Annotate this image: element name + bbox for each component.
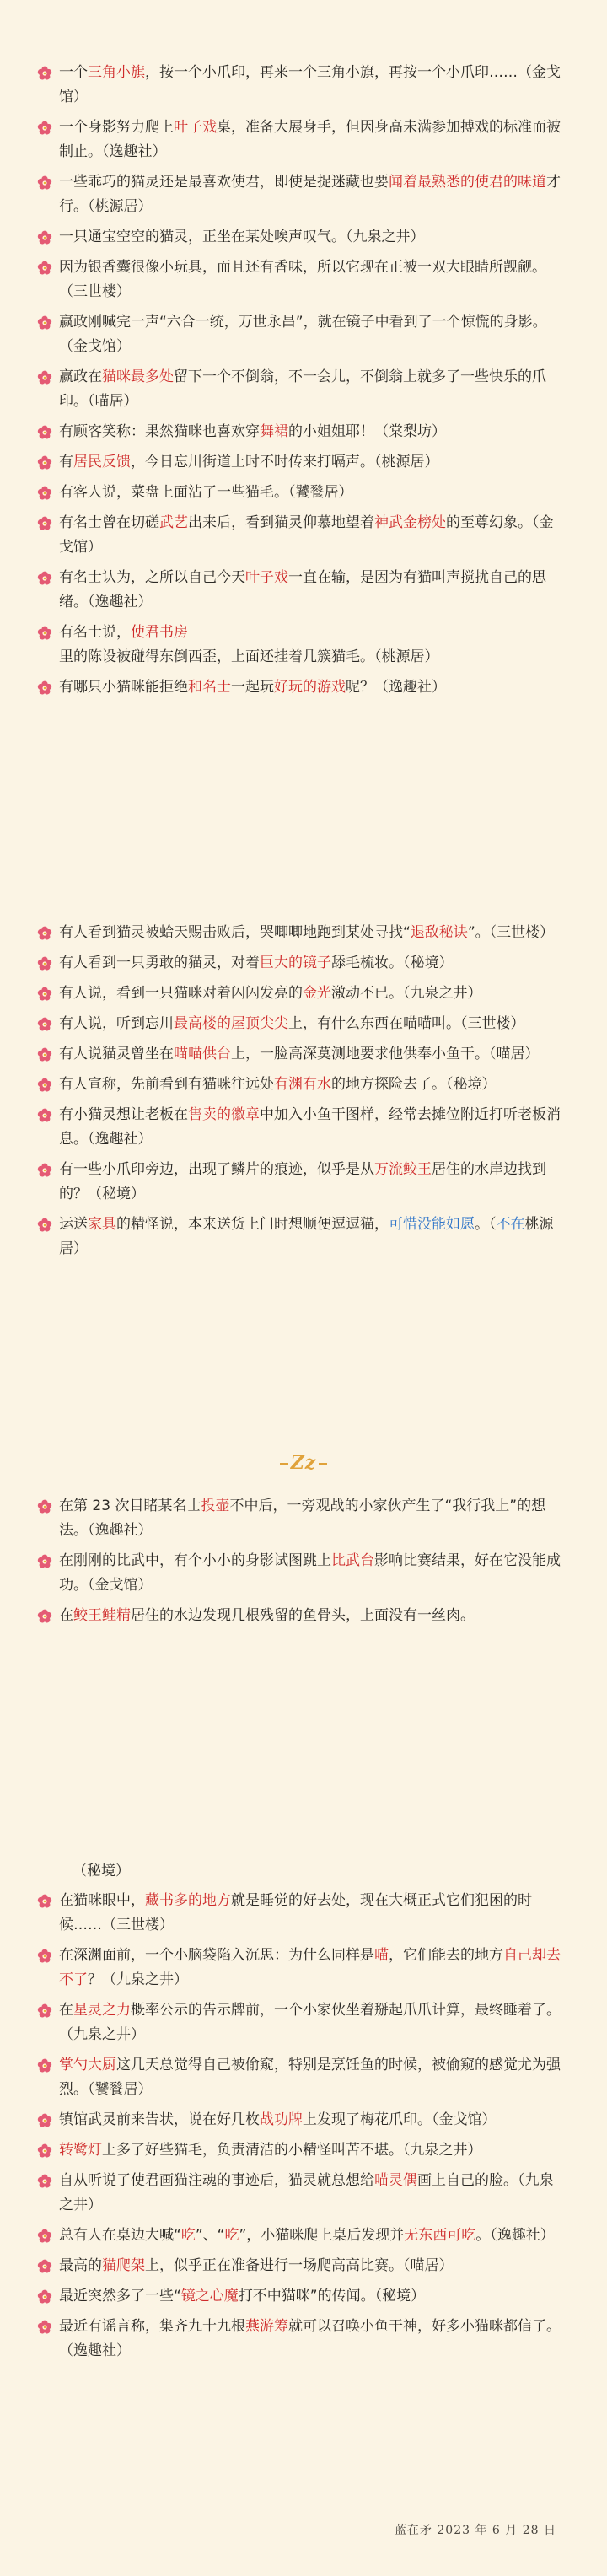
tip-item [59, 1549, 565, 1598]
tip-text: 赢政刚喊完一声“六合一统，万世永昌”，就在镜子中看到了一个惊慌的身影。（金戈馆） [59, 314, 547, 355]
highlight-red: 好玩的游戏 [274, 679, 346, 696]
tip-text: 上发现了梅花爪印。（金戈馆） [303, 2111, 497, 2128]
tip-text: 。（ [475, 1216, 497, 1233]
tip-text: 有人说猫灵曾坐在 [59, 1046, 174, 1062]
highlight-red: 鲛王鲑精 [73, 1607, 131, 1624]
tip-text: 上，一脸高深莫测地要求他供奉小鱼干。（喵居） [231, 1046, 540, 1062]
tip-text: 在深渊面前，一个小脑袋陷入沉思：为什么同样是 [59, 1947, 374, 1964]
tip-text: 有客人说，菜盘上面沾了一些猫毛。（饕餮居） [59, 484, 353, 501]
highlight-red: 神武金榜处 [374, 514, 446, 531]
tip-item [59, 310, 565, 359]
tip-text: 在猫咪眼中， [59, 1892, 145, 1909]
tips-list-1 [59, 61, 565, 706]
tip-text: ？（九泉之井） [88, 1971, 188, 1988]
highlight-red: 吃 [180, 2227, 196, 2244]
highlight-red: 喵 [374, 1947, 389, 1964]
plum-flower-bullet-icon [37, 261, 52, 276]
highlight-red: 巨大的镜子 [260, 955, 331, 971]
tip-item [59, 981, 565, 1006]
tip-item [59, 170, 565, 219]
highlight-red: 投壶 [201, 1498, 230, 1514]
tip-text: 里的陈设被碰得东倒西歪，上面还挂着几簇猫毛。（桃源居） [59, 648, 439, 665]
plum-flower-bullet-icon [37, 2174, 52, 2189]
tip-text: 有小猫灵想让老板在 [59, 1106, 188, 1123]
tip-text: 在刚刚的比武中，有个小小的身影试图跳上 [59, 1552, 331, 1569]
tip-text: 有人看到一只勇敢的猫灵，对着 [59, 955, 260, 971]
tip-item [59, 1213, 565, 1261]
plum-flower-bullet-icon [37, 1108, 52, 1123]
tip-text: 居住的水边发现几根残留的鱼骨头，上面没有一丝肉。 [131, 1607, 475, 1624]
tip-text: 的精怪说，本来送货上门时想顺便逗逗猫， [116, 1216, 389, 1233]
plum-flower-bullet-icon [37, 2320, 52, 2335]
tips-list-4 [59, 1889, 565, 2369]
tip-text: 居住的水岸边找到的？（秘境） [59, 1161, 546, 1202]
tip-text: 上，有什么东西在喵喵叫。（三世楼） [288, 1015, 525, 1032]
highlight-red: 居民反馈 [73, 454, 131, 471]
highlight-red: 喵灵偶 [374, 2172, 417, 2189]
plum-flower-bullet-icon [37, 2229, 52, 2244]
tip-text: 桃源居） [59, 1216, 554, 1257]
tip-text: 最近突然多了一些“ [59, 2288, 181, 2304]
tip-text: 有人说，听到忘川 [59, 1015, 174, 1032]
tip-text: 舔毛梳妆。（秘境） [331, 955, 454, 971]
tip-text: 有名士曾在切磋 [59, 514, 159, 531]
plum-flower-bullet-icon [37, 1047, 52, 1062]
tip-text: ”。（三世楼） [467, 924, 555, 941]
highlight-red: 三角小旗 [88, 64, 145, 81]
tip-item [59, 2108, 565, 2132]
tips-list-3 [59, 1494, 565, 1634]
tip-item [59, 2138, 565, 2163]
tip-text: 因为银香囊很像小玩具，而且还有香味，所以它现在正被一双大眼睛所觊觎。（三世楼） [59, 259, 546, 300]
sleep-divider [0, 1452, 607, 1474]
plum-flower-bullet-icon [37, 2058, 52, 2073]
tip-item [59, 2284, 565, 2309]
plum-flower-bullet-icon [37, 2003, 52, 2019]
highlight-red: 退敌秘诀 [410, 924, 468, 941]
tip-item [59, 2254, 565, 2278]
plum-flower-bullet-icon [37, 2143, 52, 2159]
highlight-red: 比武台 [331, 1552, 374, 1569]
tip-text: ，今日忘川街道上时不时传来打嗝声。（桃源居） [131, 454, 439, 471]
tip-text: 留下一个不倒翁，不一会儿，不倒翁上就多了一些快乐的爪印。（喵居） [59, 368, 546, 410]
highlight-red: 燕游筹 [245, 2318, 288, 2335]
tip-text: 画上自己的脸。（九泉之井） [59, 2172, 554, 2213]
tip-text: 上多了好些猫毛，负责清洁的小精怪叫苦不堪。（九泉之井） [102, 2142, 482, 2159]
tip-text: 影响比赛结果，好在它没能成功。（金戈馆） [59, 1552, 561, 1594]
tip-item [59, 951, 565, 976]
section4-note: （秘境） [73, 1863, 130, 1880]
tip-text: 在 [59, 1607, 73, 1624]
plum-flower-bullet-icon [37, 66, 52, 81]
tip-text: 出来后，看到猫灵仰慕地望着 [188, 514, 374, 531]
plum-flower-bullet-icon [37, 1554, 52, 1569]
highlight-red: 万流鲛王 [374, 1161, 432, 1178]
tip-text: 不中后，一旁观战的小家伙产生了“我行我上”的想法。（逸趣社） [59, 1498, 546, 1539]
plum-flower-bullet-icon [37, 2289, 52, 2304]
plum-flower-bullet-icon [37, 1163, 52, 1178]
tip-text: 有名士说， [59, 624, 131, 641]
highlight-red: 有渊有水 [274, 1076, 331, 1093]
highlight-red: 金光 [303, 985, 331, 1002]
tip-text: 就是睡觉的好去处，现在大概正式它们犯困的时候……（三世楼） [59, 1892, 532, 1933]
tip-item [59, 1944, 565, 1993]
tip-text: 一个身影努力爬上 [59, 119, 174, 136]
highlight-red: 镜之心魔 [180, 2288, 239, 2304]
tip-item [59, 1073, 565, 1097]
tip-text: ，按一个小爪印，再来一个三角小旗，再按一个小爪印……（金戈馆） [59, 64, 561, 105]
tip-item [59, 61, 565, 110]
tip-item [59, 116, 565, 164]
plum-flower-bullet-icon [37, 175, 52, 191]
highlight-red: 舞裙 [260, 423, 288, 440]
highlight-red: 和名士 [188, 679, 231, 696]
tip-text: 有人看到猫灵被蛤天赐击败后，哭唧唧地跑到某处寻找“ [59, 924, 411, 941]
plum-flower-bullet-icon [37, 121, 52, 136]
tip-text: 上，似乎正在准备进行一场爬高高比赛。（喵居） [145, 2257, 454, 2274]
tip-item [59, 2315, 565, 2364]
tip-item [59, 2169, 565, 2218]
tip-item [59, 420, 565, 444]
tip-text: 有名士认为，之所以自己今天 [59, 569, 245, 586]
tip-item [59, 511, 565, 560]
highlight-red: 自己却去不了 [59, 1947, 561, 1988]
highlight-red: 武艺 [159, 514, 188, 531]
plum-flower-bullet-icon [37, 926, 52, 941]
tip-item [59, 255, 565, 304]
tip-text: 一些乖巧的猫灵还是最喜欢使君，即使是捉迷藏也要 [59, 174, 389, 191]
tip-text: 赢政在 [59, 368, 102, 385]
plum-flower-bullet-icon [37, 1949, 52, 1964]
highlight-red: 喵喵供台 [174, 1046, 231, 1062]
plum-flower-bullet-icon [37, 1078, 52, 1093]
tip-text: 就可以召唤小鱼干神，好多小猫咪都信了。（逸趣社） [59, 2318, 561, 2359]
tip-text: 镇馆武灵前来告状，说在好几枚 [59, 2111, 260, 2128]
tip-item [59, 1604, 565, 1628]
tip-text: 有 [59, 454, 73, 471]
plum-flower-bullet-icon [37, 455, 52, 471]
tip-text: 的至尊幻象。（金戈馆） [59, 514, 554, 556]
tip-text: 运送 [59, 1216, 88, 1233]
highlight-red: 猫咪最多处 [102, 368, 174, 385]
tip-text: 才行。（桃源居） [59, 174, 561, 215]
tip-item [59, 566, 565, 615]
highlight-red: 闻着最熟悉的使君的味道 [389, 174, 546, 191]
plum-flower-bullet-icon [37, 987, 52, 1002]
tip-text: 的小姐姐耶！（棠梨坊） [288, 423, 446, 440]
plum-flower-bullet-icon [37, 1609, 52, 1624]
plum-flower-bullet-icon [37, 2113, 52, 2128]
tip-item [59, 2224, 565, 2248]
highlight-red: 最高楼的屋顶尖尖 [174, 1015, 288, 1032]
tip-item [59, 1103, 565, 1152]
highlight-red: 星灵之力 [73, 2002, 131, 2019]
tip-text: 打不中猫咪”的传闻。（秘境） [238, 2288, 426, 2304]
tip-text: 有一些小爪印旁边，出现了鳞片的痕迹，似乎是从 [59, 1161, 374, 1178]
tip-text: 概率公示的告示牌前，一个小家伙坐着掰起爪爪计算，最终睡着了。（九泉之井） [59, 2002, 561, 2043]
tip-text: 最近有谣言称，集齐九十九根 [59, 2318, 245, 2335]
tip-text: 自从听说了使君画猫注魂的事迹后，猫灵就总想给 [59, 2172, 374, 2189]
highlight-red: 无东西可吃 [404, 2227, 476, 2244]
tip-item [59, 225, 565, 250]
tip-text: 在第 23 次目睹某名士 [59, 1498, 201, 1514]
highlight-red: 吃 [224, 2227, 239, 2244]
tip-item [59, 1998, 565, 2047]
tip-text: 在 [59, 2002, 73, 2019]
tip-text: 总有人在桌边大喊“ [59, 2227, 181, 2244]
tip-item [59, 365, 565, 414]
tip-text: 这几天总觉得自己被偷窥，特别是烹饪鱼的时候，被偷窥的感觉尤为强烈。（饕餮居） [59, 2057, 561, 2098]
divider-text: Zz [290, 1452, 317, 1474]
plum-flower-bullet-icon [37, 1017, 52, 1032]
plum-flower-bullet-icon [37, 315, 52, 331]
tip-text: ，它们能去的地方 [389, 1947, 503, 1964]
tip-item [59, 481, 565, 505]
tip-item [59, 1889, 565, 1938]
plum-flower-bullet-icon [37, 370, 52, 385]
tip-item [59, 621, 565, 670]
plum-flower-bullet-icon [37, 1894, 52, 1909]
plum-flower-bullet-icon [37, 516, 52, 531]
highlight-red: 家具 [88, 1216, 116, 1233]
plum-flower-bullet-icon [37, 230, 52, 245]
tip-text: 有人说，看到一只猫咪对着闪闪发亮的 [59, 985, 303, 1002]
highlight-red: 藏书多的地方 [145, 1892, 231, 1909]
tip-text: 一直在输，是因为有猫叫声搅扰自己的思绪。（逸趣社） [59, 569, 546, 610]
tips-list-2 [59, 921, 565, 1267]
highlight-red: 叶子戏 [174, 119, 217, 136]
plum-flower-bullet-icon [37, 571, 52, 586]
tip-item [59, 921, 565, 945]
tip-text: ”，小猫咪爬上桌后发现并 [239, 2227, 405, 2244]
plum-flower-bullet-icon [37, 425, 52, 440]
highlight-red: 售卖的徽章 [188, 1106, 260, 1123]
tip-text: 激动不已。（九泉之井） [331, 985, 482, 1002]
plum-flower-bullet-icon [37, 2259, 52, 2274]
plum-flower-bullet-icon [37, 956, 52, 971]
plum-flower-bullet-icon [37, 486, 52, 501]
tip-text: 一个 [59, 64, 88, 81]
tip-text: 呢？（逸趣社） [346, 679, 446, 696]
highlight-red: 使君书房 [131, 624, 188, 641]
highlight-blue: 不在 [496, 1216, 525, 1233]
highlight-red: 猫爬架 [102, 2257, 145, 2274]
tip-item [59, 1042, 565, 1067]
plum-flower-bullet-icon [37, 1218, 52, 1233]
tip-item [59, 675, 565, 700]
plum-flower-bullet-icon [37, 680, 52, 696]
tip-text: 一只通宝空空的猫灵，正坐在某处唉声叹气。（九泉之井） [59, 229, 425, 245]
highlight-red: 转鹭灯 [59, 2142, 102, 2159]
tip-text: 桌，准备大展身手，但因身高未满参加搏戏的标准而被制止。（逸趣社） [59, 119, 561, 160]
tip-text: 。（逸趣社） [475, 2227, 555, 2244]
highlight-red: 战功牌 [260, 2111, 303, 2128]
tip-text: 有人宣称，先前看到有猫咪往远处 [59, 1076, 274, 1093]
tip-text: 的地方探险去了。（秘境） [331, 1076, 497, 1093]
plum-flower-bullet-icon [37, 1499, 52, 1514]
tip-text: 有顾客笑称：果然猫咪也喜欢穿 [59, 423, 260, 440]
highlight-blue: 可惜没能如愿 [389, 1216, 475, 1233]
highlight-red: 叶子戏 [245, 569, 288, 586]
tip-item [59, 1158, 565, 1207]
tip-text: 有哪只小猫咪能拒绝 [59, 679, 188, 696]
plum-flower-bullet-icon [37, 626, 52, 641]
tip-item [59, 2053, 565, 2102]
tip-text: 中加入小鱼干图样，经常去摊位附近打听老板消息。（逸趣社） [59, 1106, 561, 1148]
tip-item [59, 450, 565, 475]
tip-text: 一起玩 [231, 679, 274, 696]
tip-text: 最高的 [59, 2257, 102, 2274]
footer-signature: 蓝在矛 2023 年 6 月 28 日 [394, 2524, 556, 2537]
tip-text: ”、“ [195, 2227, 225, 2244]
tip-item [59, 1012, 565, 1036]
tip-item [59, 1494, 565, 1543]
highlight-red: 掌勺大厨 [59, 2057, 116, 2073]
